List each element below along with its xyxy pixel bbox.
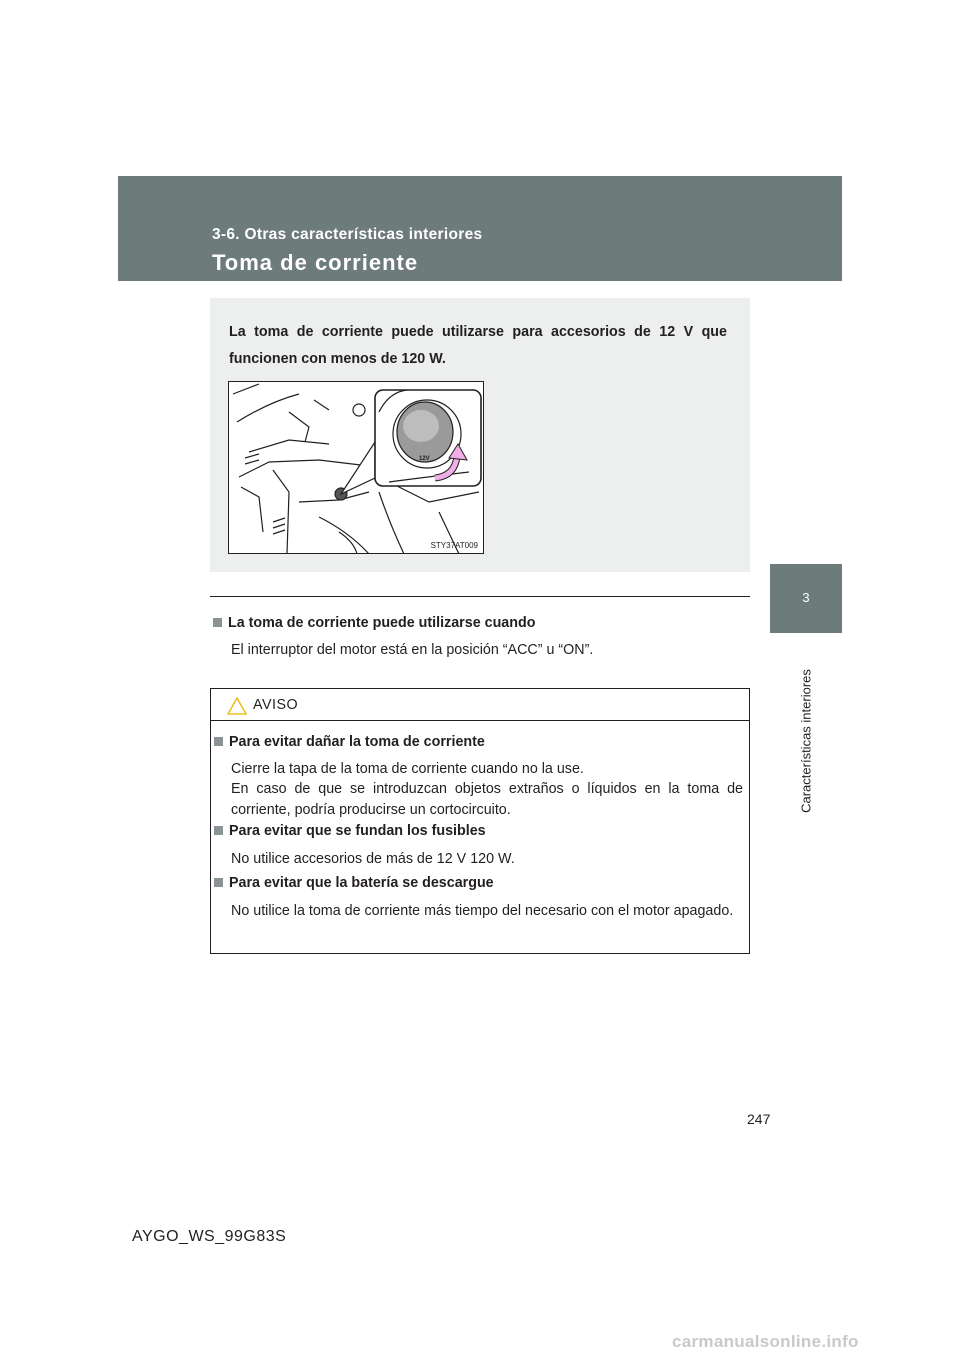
section-label: 3-6. Otras características interiores: [212, 226, 483, 243]
usage-heading-text: La toma de corriente puede utilizarse cuando: [228, 615, 536, 631]
page-title: Toma de corriente: [212, 250, 419, 275]
warning-heading-2-text: Para evitar que se fundan los fusibles: [229, 823, 486, 839]
warning-heading-1: [214, 734, 485, 750]
document-code: AYGO_WS_99G83S: [132, 1228, 287, 1245]
square-bullet-icon: [214, 826, 223, 835]
warning-header: [211, 689, 749, 721]
warning-heading-3-text: Para evitar que la batería se descargue: [229, 875, 494, 891]
square-bullet-icon: [214, 737, 223, 746]
dashboard-drawing: [229, 382, 484, 554]
warning-triangle-icon: [227, 697, 247, 715]
warning-text-1b: En caso de que se introduzcan objetos extraños o líquidos en la toma de corriente, podría producirse un cortocircuito.: [231, 781, 743, 818]
square-bullet-icon: [214, 878, 223, 887]
usage-text: El interruptor del motor está en la posición “ACC” u “ON”.: [231, 642, 594, 658]
warning-box: [210, 688, 750, 954]
warning-text-1a: Cierre la tapa de la toma de corriente cuando no la use.: [231, 761, 584, 777]
warning-heading-1-text: Para evitar dañar la toma de corriente: [229, 734, 485, 750]
chapter-tab: [770, 564, 842, 633]
chapter-label-text: Características interiores: [798, 669, 814, 813]
warning-heading-3: [214, 875, 494, 891]
warning-text-3: No utilice la toma de corriente más tiempo del necesario con el motor apagado.: [231, 903, 734, 919]
warning-text-2: No utilice accesorios de más de 12 V 120 W.: [231, 851, 515, 867]
warning-title: AVISO: [253, 697, 299, 713]
warning-heading-2: [214, 823, 486, 839]
watermark: carmanualsonline.info: [672, 1332, 859, 1351]
usage-heading: [213, 615, 535, 631]
power-outlet-illustration: [228, 381, 484, 554]
section-divider: [210, 596, 750, 597]
intro-text: La toma de corriente puede utilizarse para accesorios de 12 V que funcionen con menos de 120 W.: [229, 324, 727, 367]
svg-text:12V: 12V: [419, 456, 430, 462]
intro-box: [210, 298, 750, 572]
figure-code: STY37AT009: [430, 541, 478, 550]
chapter-number: 3: [802, 590, 810, 605]
square-bullet-icon: [213, 618, 222, 627]
page-number: 247: [747, 1111, 771, 1127]
chapter-label: [796, 648, 816, 834]
